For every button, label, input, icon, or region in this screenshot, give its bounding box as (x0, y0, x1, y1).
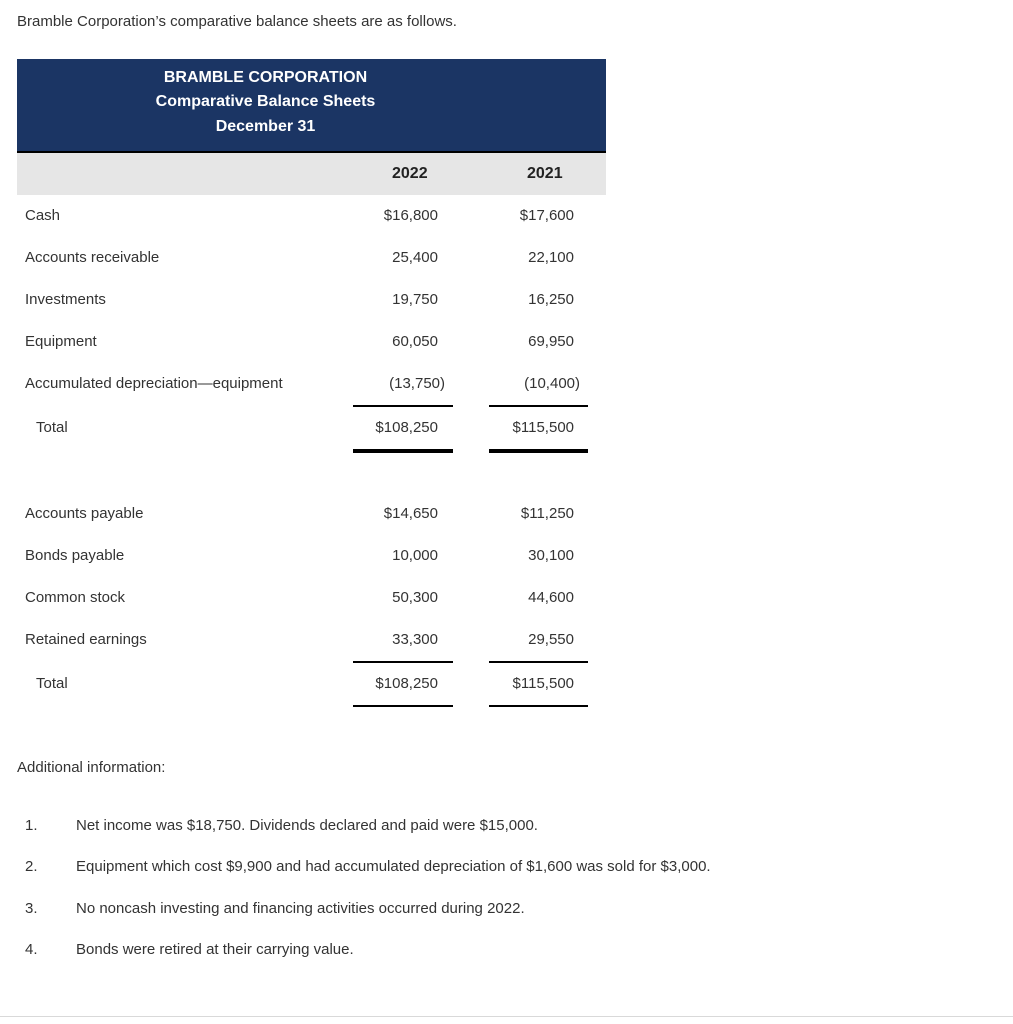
value-2021: 16,250 (528, 291, 574, 308)
total-2022: $108,250 (375, 419, 438, 436)
row-label: Bonds payable (25, 547, 125, 564)
row-label: Cash (25, 207, 61, 224)
subtotal-rule-2021 (489, 405, 588, 407)
company-name: BRAMBLE CORPORATION (163, 69, 368, 86)
note-text: Equipment which cost $9,900 and had accumulated depreciation of $1,600 was sold for $3,000. (76, 858, 711, 875)
table-row (17, 589, 606, 617)
row-label: Accumulated depreciation—equipment (25, 375, 283, 392)
bottom-divider (0, 1016, 1013, 1017)
value-2021: 30,100 (528, 547, 574, 564)
statement-date: December 31 (215, 118, 316, 135)
additional-info-heading: Additional information: (17, 759, 166, 776)
row-label: Investments (25, 291, 106, 308)
total-rule-2022 (353, 705, 453, 707)
value-2022: 10,000 (392, 547, 438, 564)
subtotal-rule-2021 (489, 661, 588, 663)
value-2022: 60,050 (392, 333, 438, 350)
total-2022: $108,250 (375, 675, 438, 692)
table-row (17, 333, 606, 361)
table-row (17, 505, 606, 533)
row-label: Equipment (25, 333, 97, 350)
intro-text: Bramble Corporation’s comparative balance sheets are as follows. (17, 13, 457, 30)
value-2021: $17,600 (519, 207, 574, 224)
note-number: 2. (25, 858, 38, 875)
table-row (17, 291, 606, 319)
table-header (17, 59, 606, 153)
note-number: 1. (25, 817, 38, 834)
note-text: Net income was $18,750. Dividends declared and paid were $15,000. (76, 817, 538, 834)
row-label: Common stock (25, 589, 126, 606)
subtotal-rule-2022 (353, 405, 453, 407)
balance-sheet-table (17, 59, 606, 692)
note-number: 3. (25, 900, 38, 917)
note-text: No noncash investing and financing activities occurred during 2022. (76, 900, 525, 917)
value-2022: 33,300 (392, 631, 438, 648)
row-label: Accounts receivable (25, 249, 160, 266)
table-row (17, 375, 606, 403)
row-label: Accounts payable (25, 505, 144, 522)
value-2021: 22,100 (528, 249, 574, 266)
total-2021: $115,500 (512, 675, 574, 692)
total-row (17, 419, 606, 447)
table-row (17, 547, 606, 575)
value-2021: 29,550 (528, 631, 574, 648)
value-2021: 44,600 (528, 589, 574, 606)
value-2022: (13,750) (389, 375, 445, 392)
table-row (17, 249, 606, 277)
total-rule-2021 (489, 449, 588, 453)
total-2021: $115,500 (512, 419, 574, 436)
note-number: 4. (25, 941, 38, 958)
value-2021: (10,400) (524, 375, 580, 392)
value-2021: 69,950 (528, 333, 574, 350)
subtotal-rule-2022 (353, 661, 453, 663)
total-label: Total (36, 675, 68, 692)
value-2022: 50,300 (392, 589, 438, 606)
value-2022: $16,800 (383, 207, 438, 224)
value-2022: 19,750 (392, 291, 438, 308)
row-label: Retained earnings (25, 631, 147, 648)
value-2021: $11,250 (520, 505, 574, 522)
value-2022: 25,400 (392, 249, 438, 266)
column-headers (17, 153, 606, 195)
column-header-2022: 2022 (392, 165, 428, 182)
total-row (17, 675, 606, 703)
total-rule-2021 (489, 705, 588, 707)
column-header-2021: 2021 (527, 165, 563, 182)
table-row (17, 631, 606, 659)
value-2022: $14,650 (383, 505, 438, 522)
total-label: Total (36, 419, 68, 436)
statement-title: Comparative Balance Sheets (155, 93, 376, 110)
note-text: Bonds were retired at their carrying value. (76, 941, 354, 958)
total-rule-2022 (353, 449, 453, 453)
table-row (17, 207, 606, 235)
